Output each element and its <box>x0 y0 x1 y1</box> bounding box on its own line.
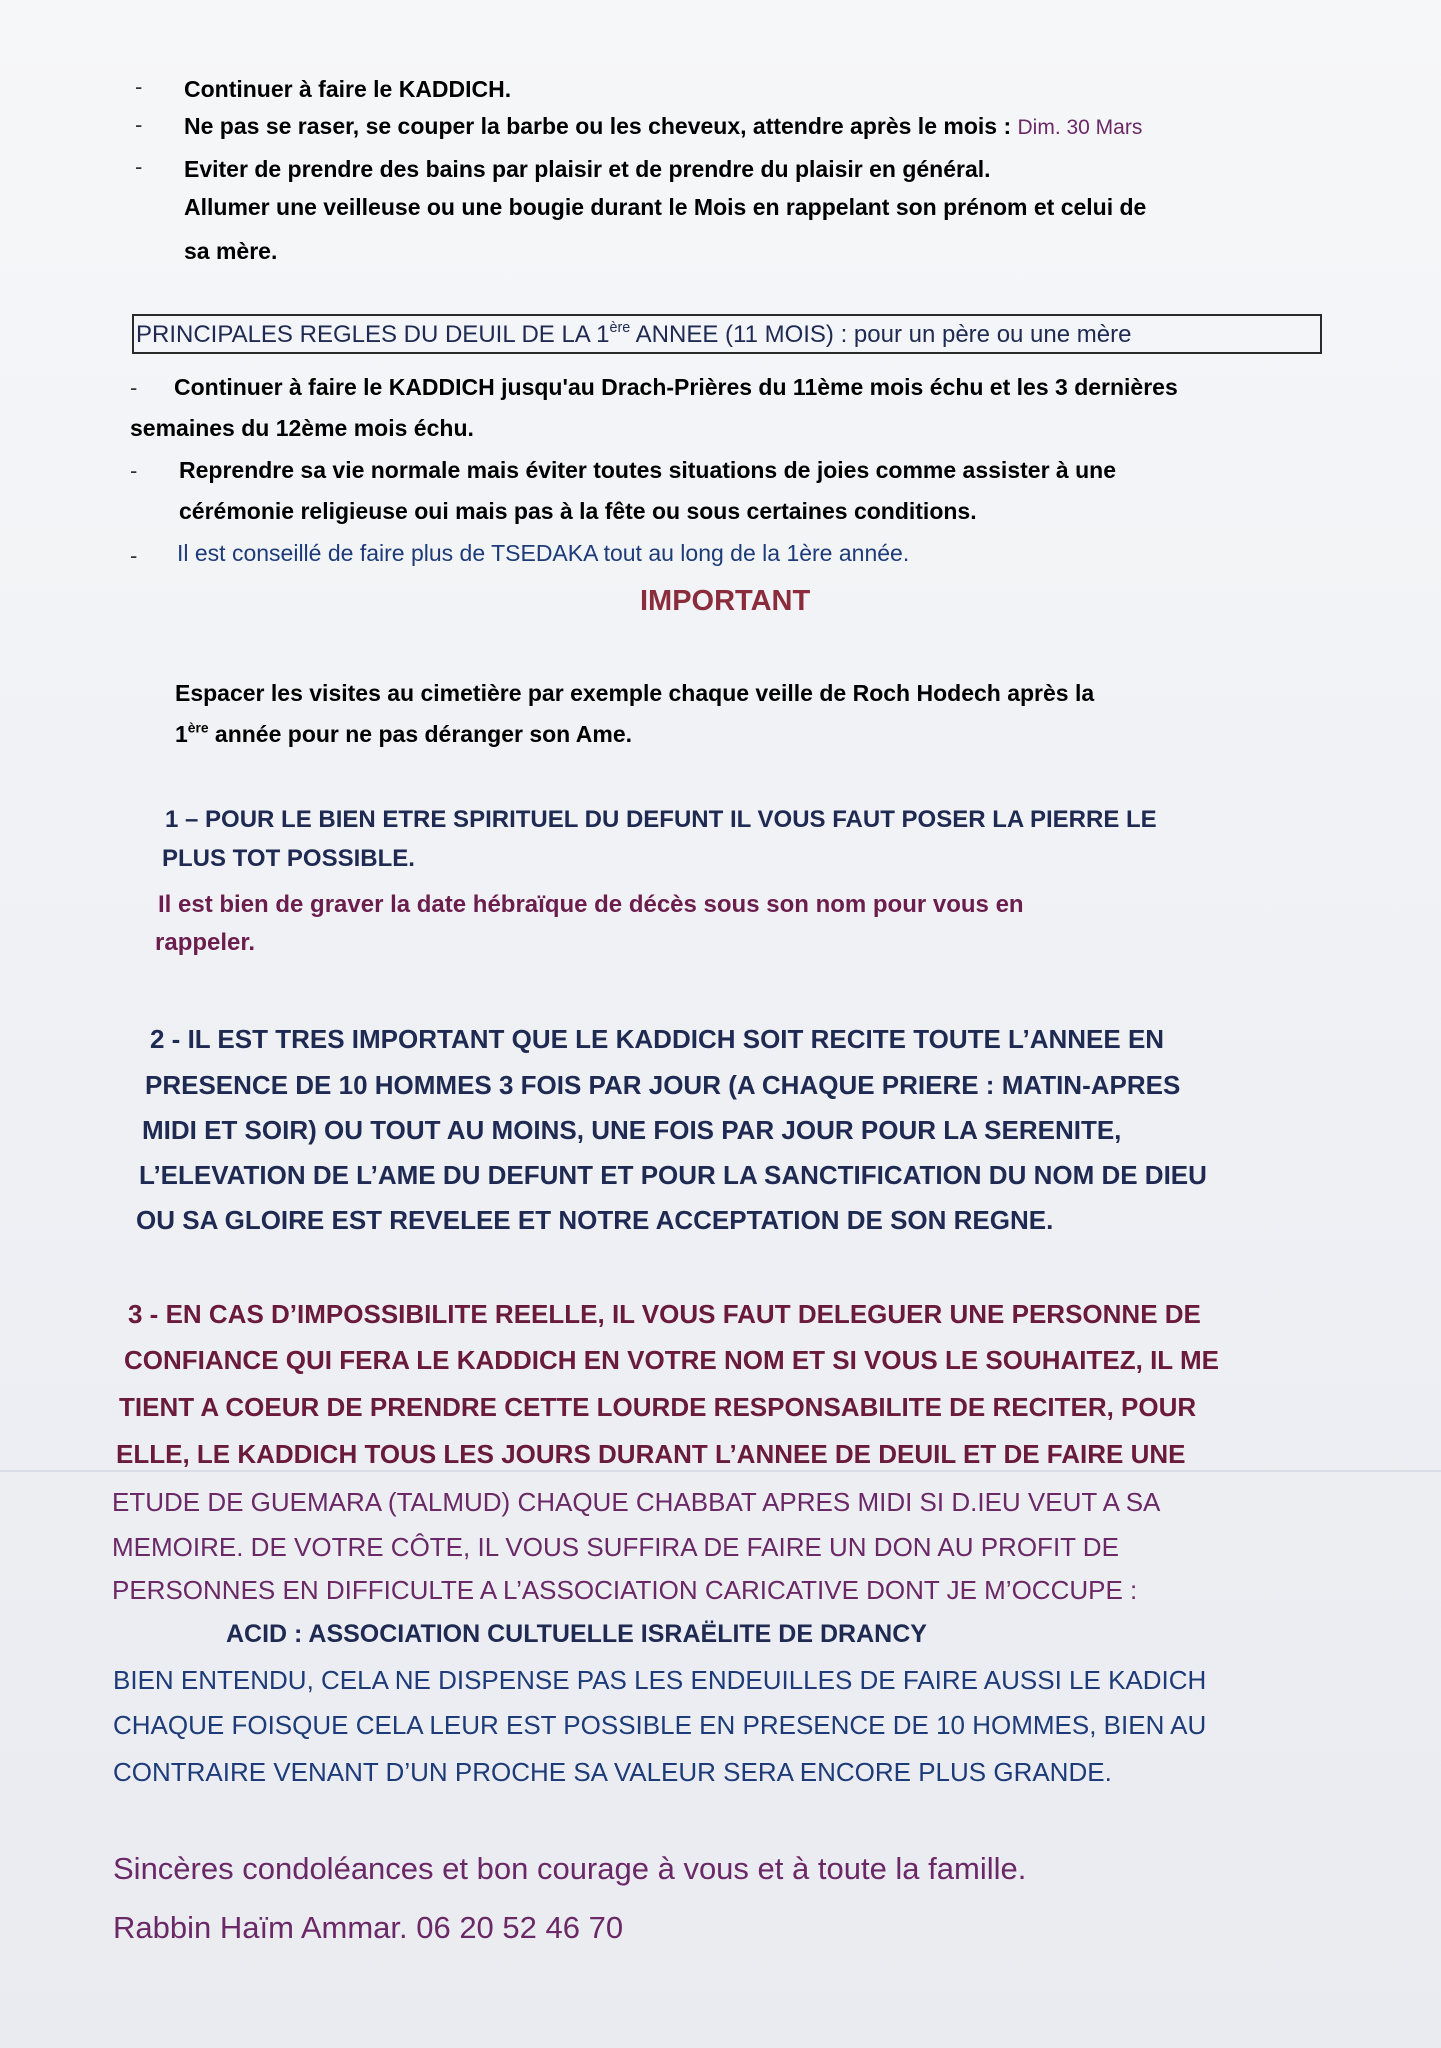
point1-line1: 1 – POUR LE BIEN ETRE SPIRITUEL DU DEFUNT IL VOUS FAUT POSER LA PIERRE LE <box>165 806 1157 833</box>
point1-note-line2: rappeler. <box>155 929 256 956</box>
bullet2-line1: Continuer à faire le KADDICH jusqu'au Drach-Prières du 11ème mois échu et les 3 dernières <box>174 374 1178 400</box>
bullet-dash: - <box>135 74 143 99</box>
important-line1: Espacer les visites au cimetière par exemple chaque veille de Roch Hodech après la <box>175 680 1095 706</box>
point3-note-line3: CONTRAIRE VENANT D’UN PROCHE SA VALEUR SERA ENCORE PLUS GRANDE. <box>113 1757 1112 1787</box>
heading-first-year-rules: PRINCIPALES REGLES DU DEUIL DE LA 1ère ANNEE (11 MOIS) : pour un père ou une mère <box>136 319 1132 348</box>
important-line2: 1ère année pour ne pas déranger son Ame. <box>175 720 632 747</box>
point3-note-line2: CHAQUE FOISQUE CELA LEUR EST POSSIBLE EN PRESENCE DE 10 HOMMES, BIEN AU <box>113 1710 1207 1740</box>
point3-line5: ETUDE DE GUEMARA (TALMUD) CHAQUE CHABBAT APRES MIDI SI D.IEU VEUT A SA <box>112 1487 1161 1517</box>
bullet-dash: - <box>130 458 138 483</box>
bullet-dash: - <box>130 543 138 568</box>
bullet-kaddich: Continuer à faire le KADDICH. <box>184 76 512 102</box>
tsedaka-advice: Il est conseillé de faire plus de TSEDAKA tout au long de la 1ère année. <box>177 540 910 566</box>
point1-note-line1: Il est bien de graver la date hébraïque de décès sous son nom pour vous en <box>158 891 1024 918</box>
point1-line2: PLUS TOT POSSIBLE. <box>162 845 415 872</box>
point3-line4: ELLE, LE KADDICH TOUS LES JOURS DURANT L’ANNEE DE DEUIL ET DE FAIRE UNE <box>116 1439 1186 1469</box>
point3-line7: PERSONNES EN DIFFICULTE A L’ASSOCIATION CARICATIVE DONT JE M’OCCUPE : <box>112 1575 1138 1605</box>
signature-line: Rabbin Haïm Ammar. 06 20 52 46 70 <box>113 1910 624 1945</box>
important-title: IMPORTANT <box>640 585 811 617</box>
bullet-dash: - <box>135 112 143 137</box>
candle-text-line2: sa mère. <box>184 238 278 264</box>
bullet3-line2: cérémonie religieuse oui mais pas à la fête ou sous certaines conditions. <box>179 498 977 524</box>
point3-note-line1: BIEN ENTENDU, CELA NE DISPENSE PAS LES ENDEUILLES DE FAIRE AUSSI LE KADICH <box>113 1665 1207 1695</box>
point2-line4: L’ELEVATION DE L’AME DU DEFUNT ET POUR LA SANCTIFICATION DU NOM DE DIEU <box>139 1160 1207 1190</box>
point3-line6: MEMOIRE. DE VOTRE CÔTE, IL VOUS SUFFIRA DE FAIRE UN DON AU PROFIT DE <box>112 1532 1119 1562</box>
bullet2-line2: semaines du 12ème mois échu. <box>130 415 474 441</box>
bullet-no-baths: Eviter de prendre des bains par plaisir et de prendre du plaisir en général. <box>184 156 991 182</box>
point2-line3: MIDI ET SOIR) OU TOUT AU MOINS, UNE FOIS PAR JOUR POUR LA SERENITE, <box>142 1115 1122 1145</box>
month-end-date: Dim. 30 Mars <box>1017 116 1143 139</box>
acid-association: ACID : ASSOCIATION CULTUELLE ISRAËLITE DE DRANCY <box>226 1620 927 1648</box>
condolences-line: Sincères condoléances et bon courage à vous et à toute la famille. <box>113 1851 1027 1886</box>
point2-line2: PRESENCE DE 10 HOMMES 3 FOIS PAR JOUR (A CHAQUE PRIERE : MATIN-APRES <box>145 1070 1181 1100</box>
bullet3-line1: Reprendre sa vie normale mais éviter toutes situations de joies comme assister à une <box>179 457 1116 483</box>
candle-text-line1: Allumer une veilleuse ou une bougie durant le Mois en rappelant son prénom et celui de <box>184 194 1147 220</box>
bullet-no-shave: Ne pas se raser, se couper la barbe ou les cheveux, attendre après le mois : Dim. 30 Mars <box>184 113 1143 139</box>
bullet-dash: - <box>130 375 138 400</box>
point3-line3: TIENT A COEUR DE PRENDRE CETTE LOURDE RESPONSABILITE DE RECITER, POUR <box>119 1392 1197 1422</box>
point3-line1: 3 - EN CAS D’IMPOSSIBILITE REELLE, IL VOUS FAUT DELEGUER UNE PERSONNE DE <box>128 1299 1201 1329</box>
point3-line2: CONFIANCE QUI FERA LE KADDICH EN VOTRE NOM ET SI VOUS LE SOUHAITEZ, IL ME <box>124 1345 1219 1375</box>
bullet-dash: - <box>135 154 143 179</box>
point2-line1: 2 - IL EST TRES IMPORTANT QUE LE KADDICH SOIT RECITE TOUTE L’ANNEE EN <box>150 1024 1165 1054</box>
point2-line5: OU SA GLOIRE EST REVELEE ET NOTRE ACCEPTATION DE SON REGNE. <box>136 1205 1054 1235</box>
